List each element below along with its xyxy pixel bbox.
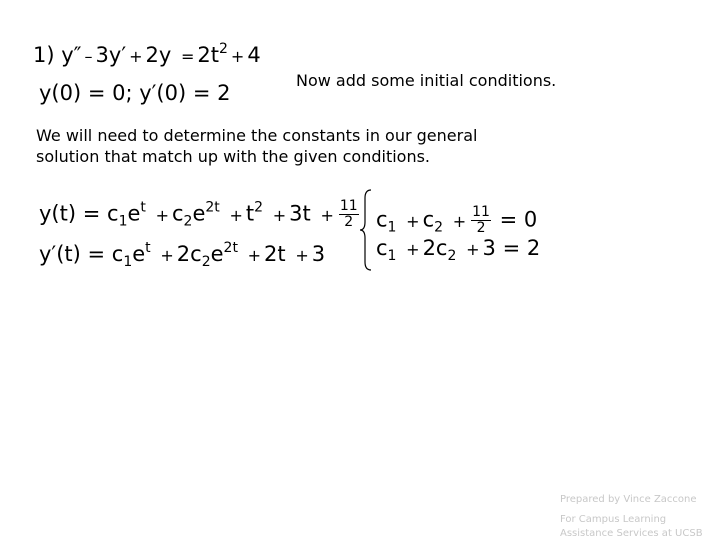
general-solution-yprime: $y'(t) = c_1e^t + 2c_2e^{2t} + 2t + 3$ bbox=[39, 240, 326, 270]
system-equation-2: $c_1 + 2c_2 + 3 = 2$ bbox=[376, 236, 541, 264]
note-text: Now add some initial conditions. bbox=[296, 71, 557, 90]
footer-org: For Campus Learning Assistance Services at UCSB bbox=[560, 514, 703, 539]
footer-credit: Prepared by Vince Zaccone bbox=[560, 494, 697, 505]
fraction: $\frac{11}{2}$ bbox=[339, 198, 358, 230]
general-solution-y: $y(t) = c_1e^t + c_2e^{2t} + t^2 + 3t$ + $\frac{11}{2}$ bbox=[39, 198, 358, 230]
explanation-text: We will need to determine the constants in our general solution that match up with the given conditions. bbox=[36, 126, 478, 166]
initial-conditions: y(0) = 0; y′(0) = 2 bbox=[39, 81, 231, 105]
problem-equation: 1) $y'' - 3y' + 2y = 2t^2 + 4$ bbox=[33, 41, 261, 67]
brace-icon bbox=[359, 188, 375, 272]
fraction: $\frac{11}{2}$ bbox=[472, 204, 490, 236]
system-equation-1: $c_1 + c_2$ + $\frac{11}{2}$ = 0 bbox=[376, 204, 538, 236]
